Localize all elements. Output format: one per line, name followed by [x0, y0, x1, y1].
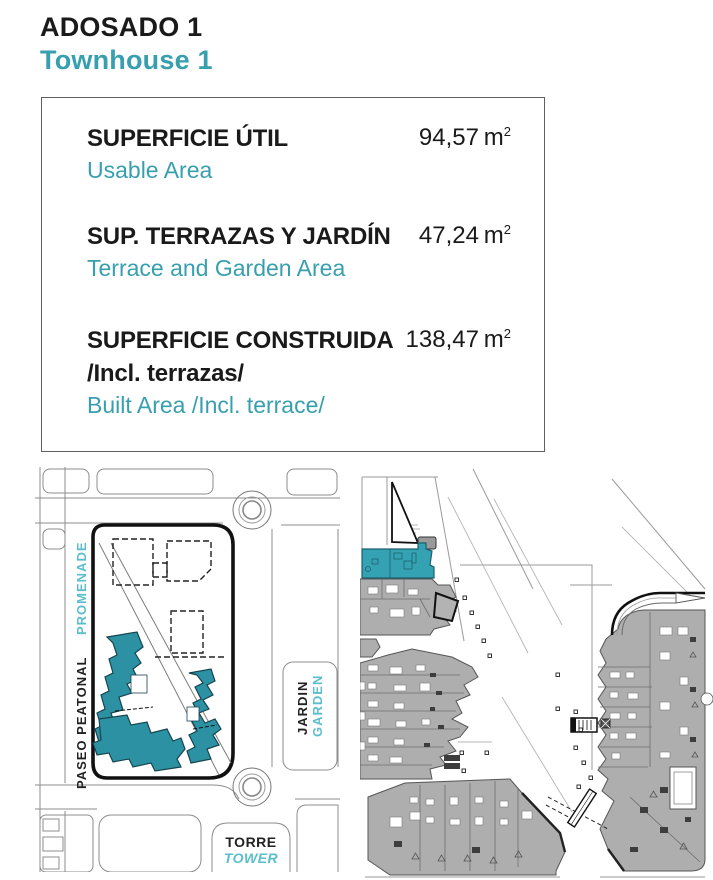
area-value: 94,57 $m^2$: [418, 124, 511, 151]
area-row-built: [87, 324, 511, 421]
jardin-label: JARDIN: [295, 680, 310, 735]
area-summary-box: [41, 97, 545, 452]
location-map-svg: [35, 467, 340, 872]
area-label-en: Built Area /Incl. terrace/: [87, 392, 325, 418]
area-row-terrace: [87, 220, 511, 284]
area-label-es-line2: /Incl. terrazas/: [87, 360, 244, 387]
tower-label: TOWER: [223, 850, 279, 866]
pool: [670, 767, 696, 809]
page-subtitle: Townhouse 1: [40, 45, 213, 75]
area-label-en: Usable Area: [87, 157, 213, 183]
area-value: 47,24 $m^2$: [418, 222, 511, 249]
roundabout-bottom: [233, 768, 271, 806]
roundabout-top: [233, 491, 271, 529]
area-label-en: Terrace and Garden Area: [87, 255, 346, 281]
floor-plan: [360, 467, 713, 880]
crossing-walkway: [546, 789, 608, 829]
area-label-es: SUP. TERRAZAS Y JARDÍN: [87, 223, 391, 250]
bollard-dots: [455, 578, 593, 789]
cluster-left-strip: [360, 639, 380, 657]
garden-label: GARDEN: [310, 674, 325, 737]
location-map: [35, 467, 340, 872]
promenade-label: PROMENADE: [74, 541, 89, 635]
area-value: 138,47 $m^2$: [405, 326, 511, 353]
area-row-usable: [87, 122, 511, 186]
building-clusters: [360, 579, 705, 875]
paseo-peatonal-label: PASEO PEATONAL: [74, 656, 89, 789]
area-label-es: SUPERFICIE CONSTRUIDA: [87, 327, 394, 354]
area-label-es: SUPERFICIE ÚTIL: [87, 125, 289, 152]
page-title: ADOSADO 1: [40, 12, 203, 42]
ramp-triangle: [392, 482, 418, 543]
edge-notch: [701, 693, 713, 705]
cluster-right: [598, 610, 705, 871]
floor-plan-svg: [360, 467, 713, 880]
torre-label: TORRE: [225, 834, 277, 850]
